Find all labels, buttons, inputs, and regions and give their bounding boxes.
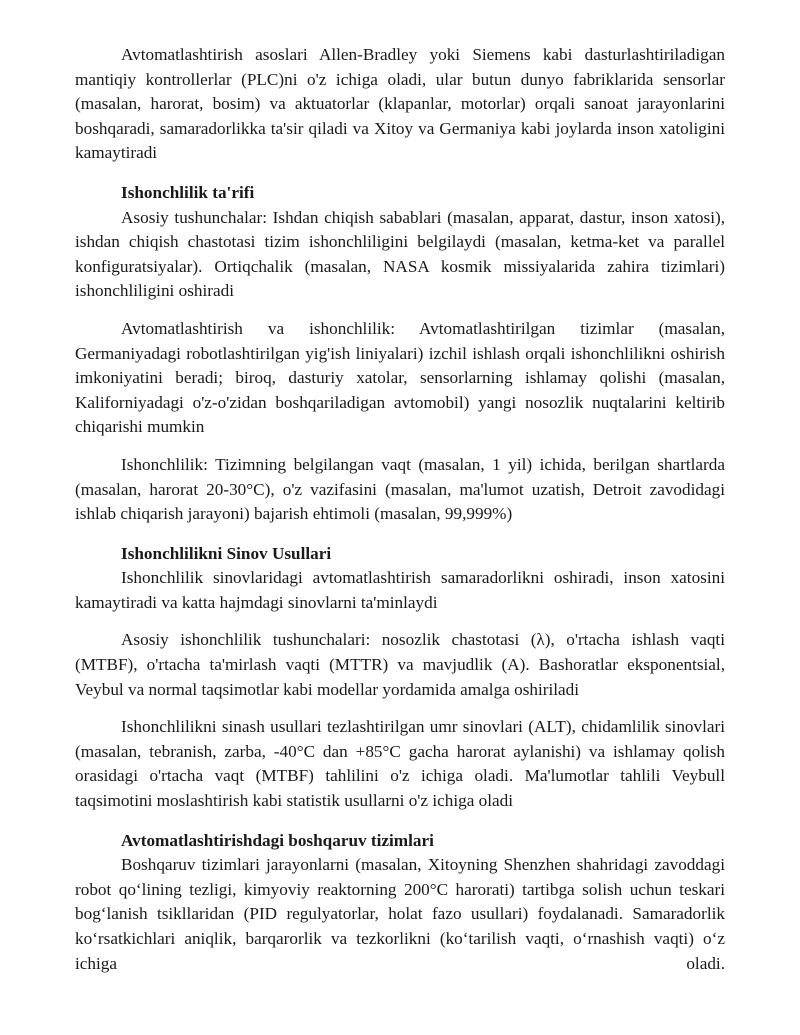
paragraph-reliability-concepts: Asosiy ishonchlilik tushunchalari: nosozlik chastotasi (λ), o'rtacha ishlash vaqti (MTBF), o'rtacha ta'mirlash vaqti (MTTR) va mavjudlik (A). Bashoratlar eksponentsial, Veybul va normal taqsimotlar kabi modellar yordamida amalga oshiriladi xyxy=(75,630,725,699)
paragraph-reliability-definition: Ishonchlilik: Tizimning belgilangan vaqt (masalan, 1 yil) ichida, berilgan shartlarda (masalan, harorat 20-30°C), o'z vazifasini (masalan, ma'lumot uzatish, Detroit zavodidagi ishlab chiqarish jarayoni) bajarish ehtimoli (masalan, 99,999%) xyxy=(75,454,725,524)
heading-reliability-testing-methods: Ishonchlilikni Sinov Usullari xyxy=(121,543,332,563)
heading-reliability-definition: Ishonchlilik ta'rifi xyxy=(121,182,255,202)
paragraph-key-concepts: Asosiy tushunchalar: Ishdan chiqish sabablari (masalan, apparat, dastur, inson xatosi), ishdan chiqish chastotasi tizim ishonchliligini belgilaydi (masalan, ketma-ket va parallel konfiguratsiyalar). Ortiqchalik (masalan, NASA kosmik missiyalarida zahira tizimlari) ishonchliligini oshiradi xyxy=(75,207,725,301)
paragraph-automation-basics: Avtomatlashtirish asoslari Allen-Bradley yoki Siemens kabi dasturlashtiriladigan mantiqiy kontrollerlar (PLC)ni o'z ichiga oladi, ular butun dunyo fabriklarida sensorlar (masalan, harorat, bosim) va aktuatorlar (klapanlar, motorlar) orqali sanoat jarayonlarini boshqaradi, samaradorlikka ta'sir qiladi va Xitoy va Germaniya kabi joylarda inson xatoligini kamaytiradi xyxy=(75,45,725,163)
paragraph-control-systems: Boshqaruv tizimlari jarayonlarni (masalan, Xitoyning Shenzhen shahridagi zavoddagi robot qo‘lining tezligi, kimyoviy reaktorning 200°C harorati) tartibga solish uchun teskari bog‘lanish tsikllaridan (PID regulyatorlar, holat fazo usullari) foydalanadi. Samaradorlik ko‘rsatkichlari aniqlik, barqarorlik va tezkorlikni (ko‘tarilish vaqti, o‘rnashish vaqti) o‘z ichiga oladi. xyxy=(75,855,725,973)
paragraph-testing-automation: Ishonchlilik sinovlaridagi avtomatlashtirish samaradorlikni oshiradi, inson xatosini kamaytiradi va katta hajmdagi sinovlarni ta'minlaydi xyxy=(75,568,725,612)
paragraph-testing-methods: Ishonchlilikni sinash usullari tezlashtirilgan umr sinovlari (ALT), chidamlilik sinovlari (masalan, tebranish, zarba, -40°C dan +85°C gacha harorat aylanishi) va ishlamay qolish orasidagi o'rtacha vaqt (MTBF) tahlilini o'z ichiga oladi. Ma'lumotlar tahlili Veybull taqsimotini moslashtirish kabi statistik usullarni o'z ichiga oladi xyxy=(75,717,725,811)
paragraph-automation-and-reliability: Avtomatlashtirish va ishonchlilik: Avtomatlashtirilgan tizimlar (masalan, Germaniyadagi robotlashtirilgan yig'ish liniyalari) izchil ishlash orqali ishonchlilikni oshirish imkoniyatini beradi; biroq, dasturiy xatolar, sensorlarning ishlamay qolishi (masalan, Kaliforniyadagi o'z-o'zidan boshqariladigan avtomobil) yangi nosozlik nuqtalarini keltirib chiqarishi mumkin xyxy=(75,318,725,437)
document-page xyxy=(75,43,725,976)
heading-control-systems: Avtomatlashtirishdagi boshqaruv tizimlari xyxy=(121,830,434,850)
